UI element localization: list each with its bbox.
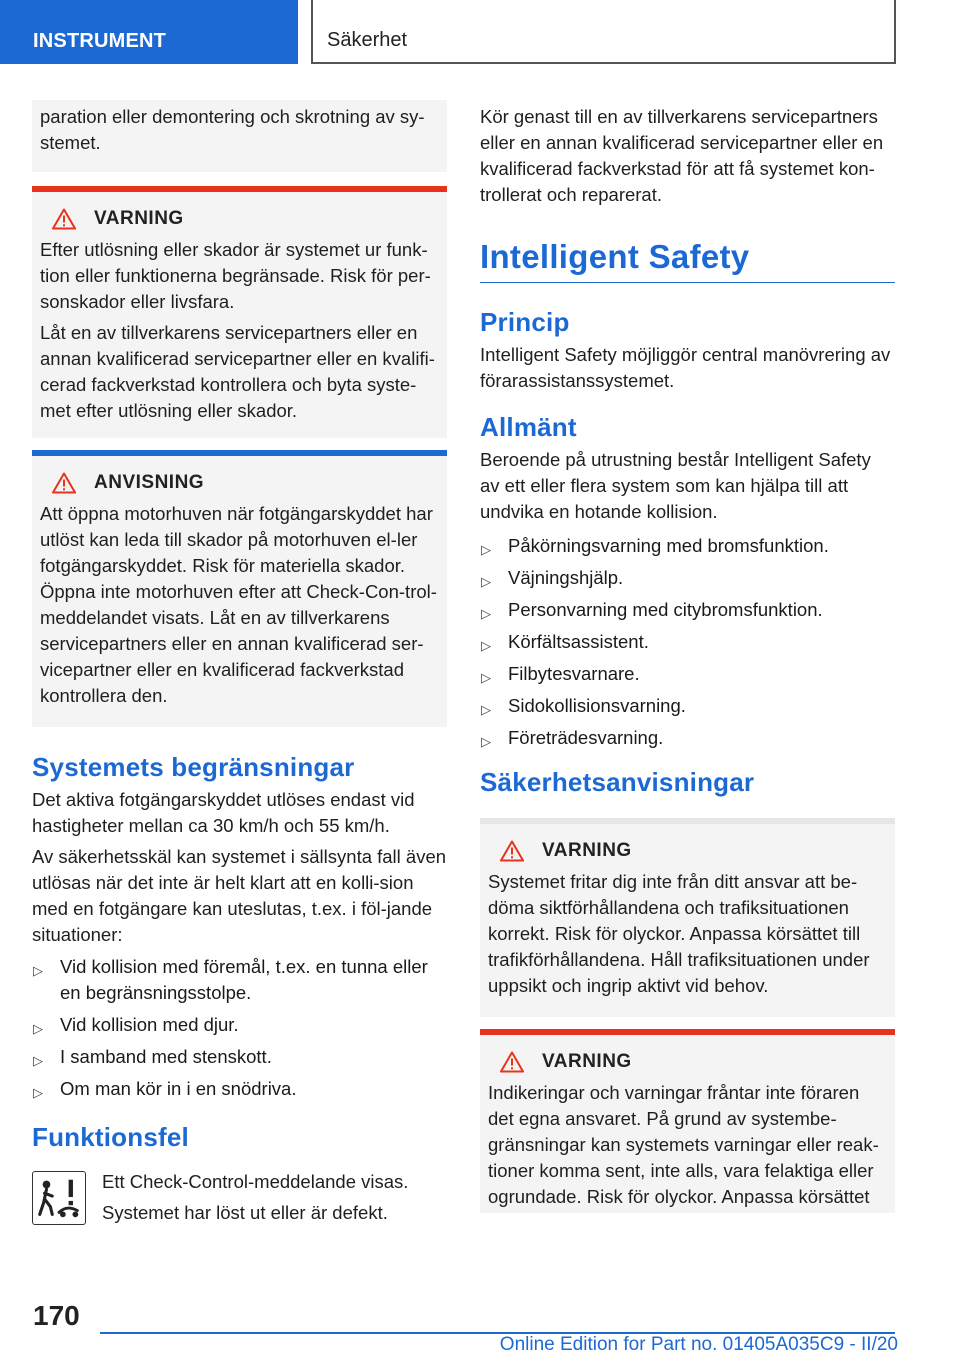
bullet-triangle-icon: ▷	[481, 734, 491, 749]
list-item: ▷ Vid kollision med föremål, t.ex. en tunna eller en begränsningsstolpe.	[33, 956, 428, 1003]
warning-triangle-icon	[52, 208, 76, 230]
list-item: ▷ Vid kollision med djur.	[32, 1012, 447, 1038]
general-heading: Allmänt	[480, 412, 577, 442]
list-item: ▷ Påkörningsvarning med bromsfunktion.	[480, 533, 895, 559]
principle-heading: Princip	[480, 307, 570, 337]
limits-heading: Systemets begränsningar	[32, 752, 355, 782]
fault-paragraph: Ett Check-Control-meddelande visas.	[102, 1171, 409, 1192]
warning-triangle-icon	[500, 840, 524, 862]
continued-text: paration eller demontering och skrotning av sy-stemet.	[40, 106, 425, 153]
page-number: 170	[33, 1300, 80, 1331]
notice-paragraph: Att öppna motorhuven när fotgängarskyddet har utlöst kan leda till skador på motorhuven el-ler fotgängarskyddet. Risk för materiella skador. Öppna inte motorhuven efter att Check-Con-trol-meddelandet visats. Låt en av tillverkarens servicepartners eller en annan kvalificerad ser-vicepartner eller en kvalificerad fackverkstad kontrollera den.	[40, 503, 437, 706]
intro-paragraph: Kör genast till en av tillverkarens servicepartners eller en annan kvalificerad servicepartner eller en kvalificerad fackverkstad för att få systemet kon-trollerat och reparerat.	[480, 106, 884, 205]
bullet-triangle-icon: ▷	[481, 638, 491, 653]
warning-header	[52, 208, 439, 230]
topic-tab	[311, 0, 896, 64]
warning-box	[480, 1029, 895, 1213]
page-footer	[0, 1290, 960, 1362]
list-item: ▷ Företrädesvarning.	[480, 725, 895, 751]
general-list	[480, 533, 895, 751]
warning-triangle-icon	[52, 472, 76, 494]
bullet-triangle-icon: ▷	[481, 574, 491, 589]
list-item: ▷ Om man kör in i en snödriva.	[32, 1076, 447, 1102]
bullet-triangle-icon: ▷	[33, 1053, 43, 1068]
continued-box	[32, 100, 447, 172]
principle-paragraph: Intelligent Safety möjliggör central manövrering av förarassistanssystemet.	[480, 344, 891, 391]
edition-label: Online Edition for Part no. 01405A035C9 - II/20	[499, 1334, 898, 1355]
warning-box	[32, 186, 447, 438]
warning-title: VARNING	[94, 208, 184, 229]
warning-header	[500, 840, 887, 862]
warning-triangle-icon	[500, 1051, 524, 1073]
warning-paragraph: Efter utlösning eller skador är systemet ur funk-tion eller funktionerna begränsade. Risk för per-sonskador eller livsfara.	[40, 239, 431, 312]
fault-text	[102, 1157, 408, 1226]
topic-label: Säkerhet	[327, 29, 408, 51]
bullet-triangle-icon: ▷	[481, 606, 491, 621]
notice-header	[52, 472, 439, 494]
warning-header	[500, 1051, 887, 1073]
list-item: ▷ Körfältsassistent.	[480, 629, 895, 655]
fault-heading: Funktionsfel	[32, 1122, 189, 1152]
list-item: ▷ Personvarning med citybromsfunktion.	[480, 597, 895, 623]
fault-block	[32, 1157, 447, 1226]
warning-title: VARNING	[542, 1051, 632, 1072]
section-tab	[0, 0, 298, 64]
list-item: ▷ Sidokollisionsvarning.	[480, 693, 895, 719]
limits-paragraph: Det aktiva fotgängarskyddet utlöses endast vid hastigheter mellan ca 30 km/h och 55 km/h.	[32, 789, 415, 836]
left-column	[32, 100, 447, 1226]
warning-paragraph: Systemet fritar dig inte från ditt ansvar att be-döma siktförhållandena och trafiksituationen korrekt. Risk för olyckor. Anpassa körsättet till trafikförhållandena. Håll trafiksituationen under uppsikt och ingrip aktivt vid behov.	[488, 871, 870, 996]
bullet-triangle-icon: ▷	[33, 1021, 43, 1036]
bullet-triangle-icon: ▷	[481, 670, 491, 685]
warning-title: VARNING	[542, 840, 632, 861]
fault-paragraph: Systemet har löst ut eller är defekt.	[102, 1202, 388, 1223]
right-column	[480, 100, 895, 1213]
general-paragraph: Beroende på utrustning består Intelligent Safety av ett eller flera system som kan hjälpa till att undvika en hotande kollision.	[480, 449, 871, 522]
bullet-triangle-icon: ▷	[33, 1085, 43, 1100]
bullet-triangle-icon: ▷	[33, 963, 43, 978]
safety-heading: Säkerhetsanvisningar	[480, 767, 755, 797]
limits-list	[32, 954, 447, 1102]
warning-paragraph: Indikeringar och varningar fråntar inte föraren det egna ansvaret. På grund av systembe-gränsningar kan systemets varningar eller reak-tioner komma sent, inte alls, vara felaktiga eller ogrundade. Risk för olyckor. Anpassa körsättet	[488, 1082, 879, 1207]
notice-box	[32, 450, 447, 727]
bullet-triangle-icon: ▷	[481, 702, 491, 717]
warning-box	[480, 818, 895, 1017]
list-item: ▷ I samband med stenskott.	[32, 1044, 447, 1070]
notice-title: ANVISNING	[94, 472, 205, 493]
bullet-triangle-icon: ▷	[481, 542, 491, 557]
warning-paragraph: Låt en av tillverkarens servicepartners eller en annan kvalificerad servicepartner eller en kvalifi-cerad fackverkstad kontrollera och byta syste-met efter utlösning eller skador.	[40, 322, 435, 421]
list-item: ▷ Väjningshjälp.	[480, 565, 895, 591]
list-item: ▷ Filbytesvarnare.	[480, 661, 895, 687]
section-label: INSTRUMENT	[33, 30, 167, 52]
limits-paragraph: Av säkerhetsskäl kan systemet i sällsynta fall även utlösas när det inte är helt klart att en kolli-sion med en fotgängare kan uteslutas, t.ex. i föl-jande situationer:	[32, 846, 447, 945]
pedestrian-warning-icon	[32, 1171, 86, 1225]
main-heading: Intelligent Safety	[480, 238, 895, 283]
